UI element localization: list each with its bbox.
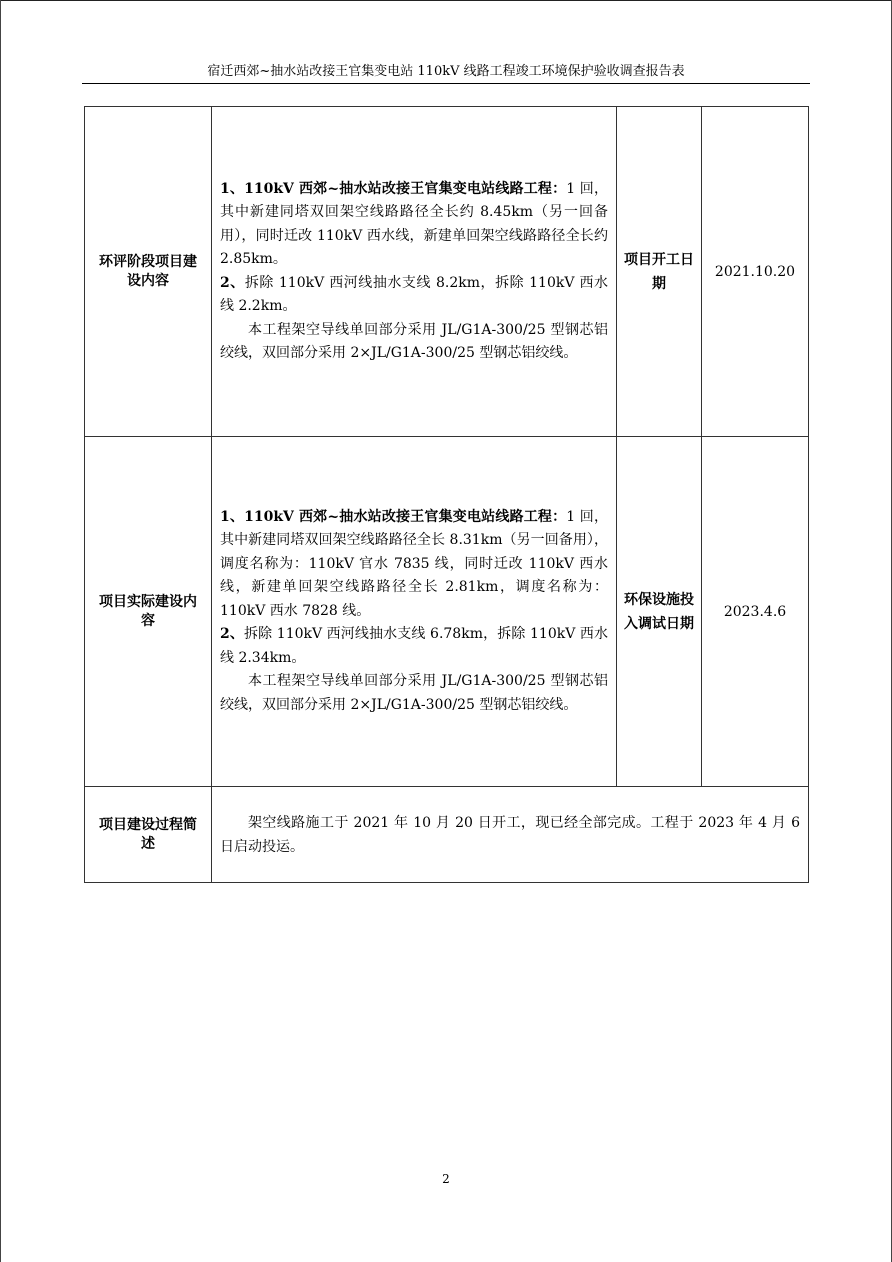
eia-content-label: 环评阶段项目建设内容 bbox=[85, 107, 212, 437]
actual-item-1-text: 1 回，其中新建同塔双回架空线路路径全长 8.31km（另一回备用），调度名称为：110kV 官水 7835 线，同时迁改 110kV 西水线，新建单回架空线路路径全长 2.81km，调度名称为：110kV 西水 7828 线。 bbox=[220, 508, 608, 619]
actual-item-2-text: 拆除 110kV 西河线抽水支线 6.78km，拆除 110kV 西水线 2.34km。 bbox=[220, 626, 609, 666]
start-date-value: 2021.10.20 bbox=[702, 107, 809, 437]
page-number: 2 bbox=[442, 1172, 450, 1186]
eia-conductor-note: 本工程架空导线单回部分采用 JL/G1A-300/25 型钢芯铝绞线，双回部分采用 2×JL/G1A-300/25 型钢芯铝绞线。 bbox=[220, 321, 608, 361]
process-summary-text bbox=[212, 787, 809, 883]
table-row-process-summary bbox=[85, 787, 809, 883]
actual-item-1-title: 1、110kV 西郊~抽水站改接王官集变电站线路工程： bbox=[220, 508, 567, 525]
eia-item-2-text: 拆除 110kV 西河线抽水支线 8.2km，拆除 110kV 西水线 2.2km。 bbox=[220, 274, 608, 314]
eia-item-2-num: 2、 bbox=[220, 274, 245, 291]
actual-item-2-num: 2、 bbox=[220, 626, 244, 643]
start-date-label: 项目开工日期 bbox=[617, 107, 702, 437]
actual-conductor-note: 本工程架空导线单回部分采用 JL/G1A-300/25 型钢芯铝绞线，双回部分采用 2×JL/G1A-300/25 型钢芯铝绞线。 bbox=[220, 673, 608, 713]
eia-item-1-text: 1 回，其中新建同塔双回架空线路路径全长约 8.45km（另一回备用），同时迁改 110kV 西水线，新建单回架空线路路径全长约 2.85km。 bbox=[220, 180, 608, 267]
commissioning-date-label: 环保设施投入调试日期 bbox=[617, 437, 702, 787]
eia-item-1-title: 1、110kV 西郊~抽水站改接王官集变电站线路工程： bbox=[220, 180, 567, 197]
eia-content-body bbox=[212, 107, 617, 437]
page-frame-left bbox=[0, 0, 1, 1262]
process-summary-paragraph: 架空线路施工于 2021 年 10 月 20 日开工，现已经全部完成。工程于 2023 年 4 月 6 日启动投运。 bbox=[220, 814, 800, 855]
actual-content-body bbox=[212, 437, 617, 787]
page-frame-top bbox=[0, 0, 892, 1]
actual-item-1 bbox=[220, 506, 608, 624]
actual-item-2 bbox=[220, 623, 608, 670]
table-row-eia-content bbox=[85, 107, 809, 437]
table-row-actual-content bbox=[85, 437, 809, 787]
report-table bbox=[84, 106, 809, 883]
actual-content-label: 项目实际建设内容 bbox=[85, 437, 212, 787]
header-rule bbox=[82, 83, 810, 84]
process-summary-label: 项目建设过程简述 bbox=[85, 787, 212, 883]
eia-item-2 bbox=[220, 272, 608, 319]
page-header-title: 宿迁西郊~抽水站改接王官集变电站 110kV 线路工程竣工环境保护验收调查报告表 bbox=[207, 64, 685, 79]
commissioning-date-value: 2023.4.6 bbox=[702, 437, 809, 787]
eia-item-1 bbox=[220, 178, 608, 272]
